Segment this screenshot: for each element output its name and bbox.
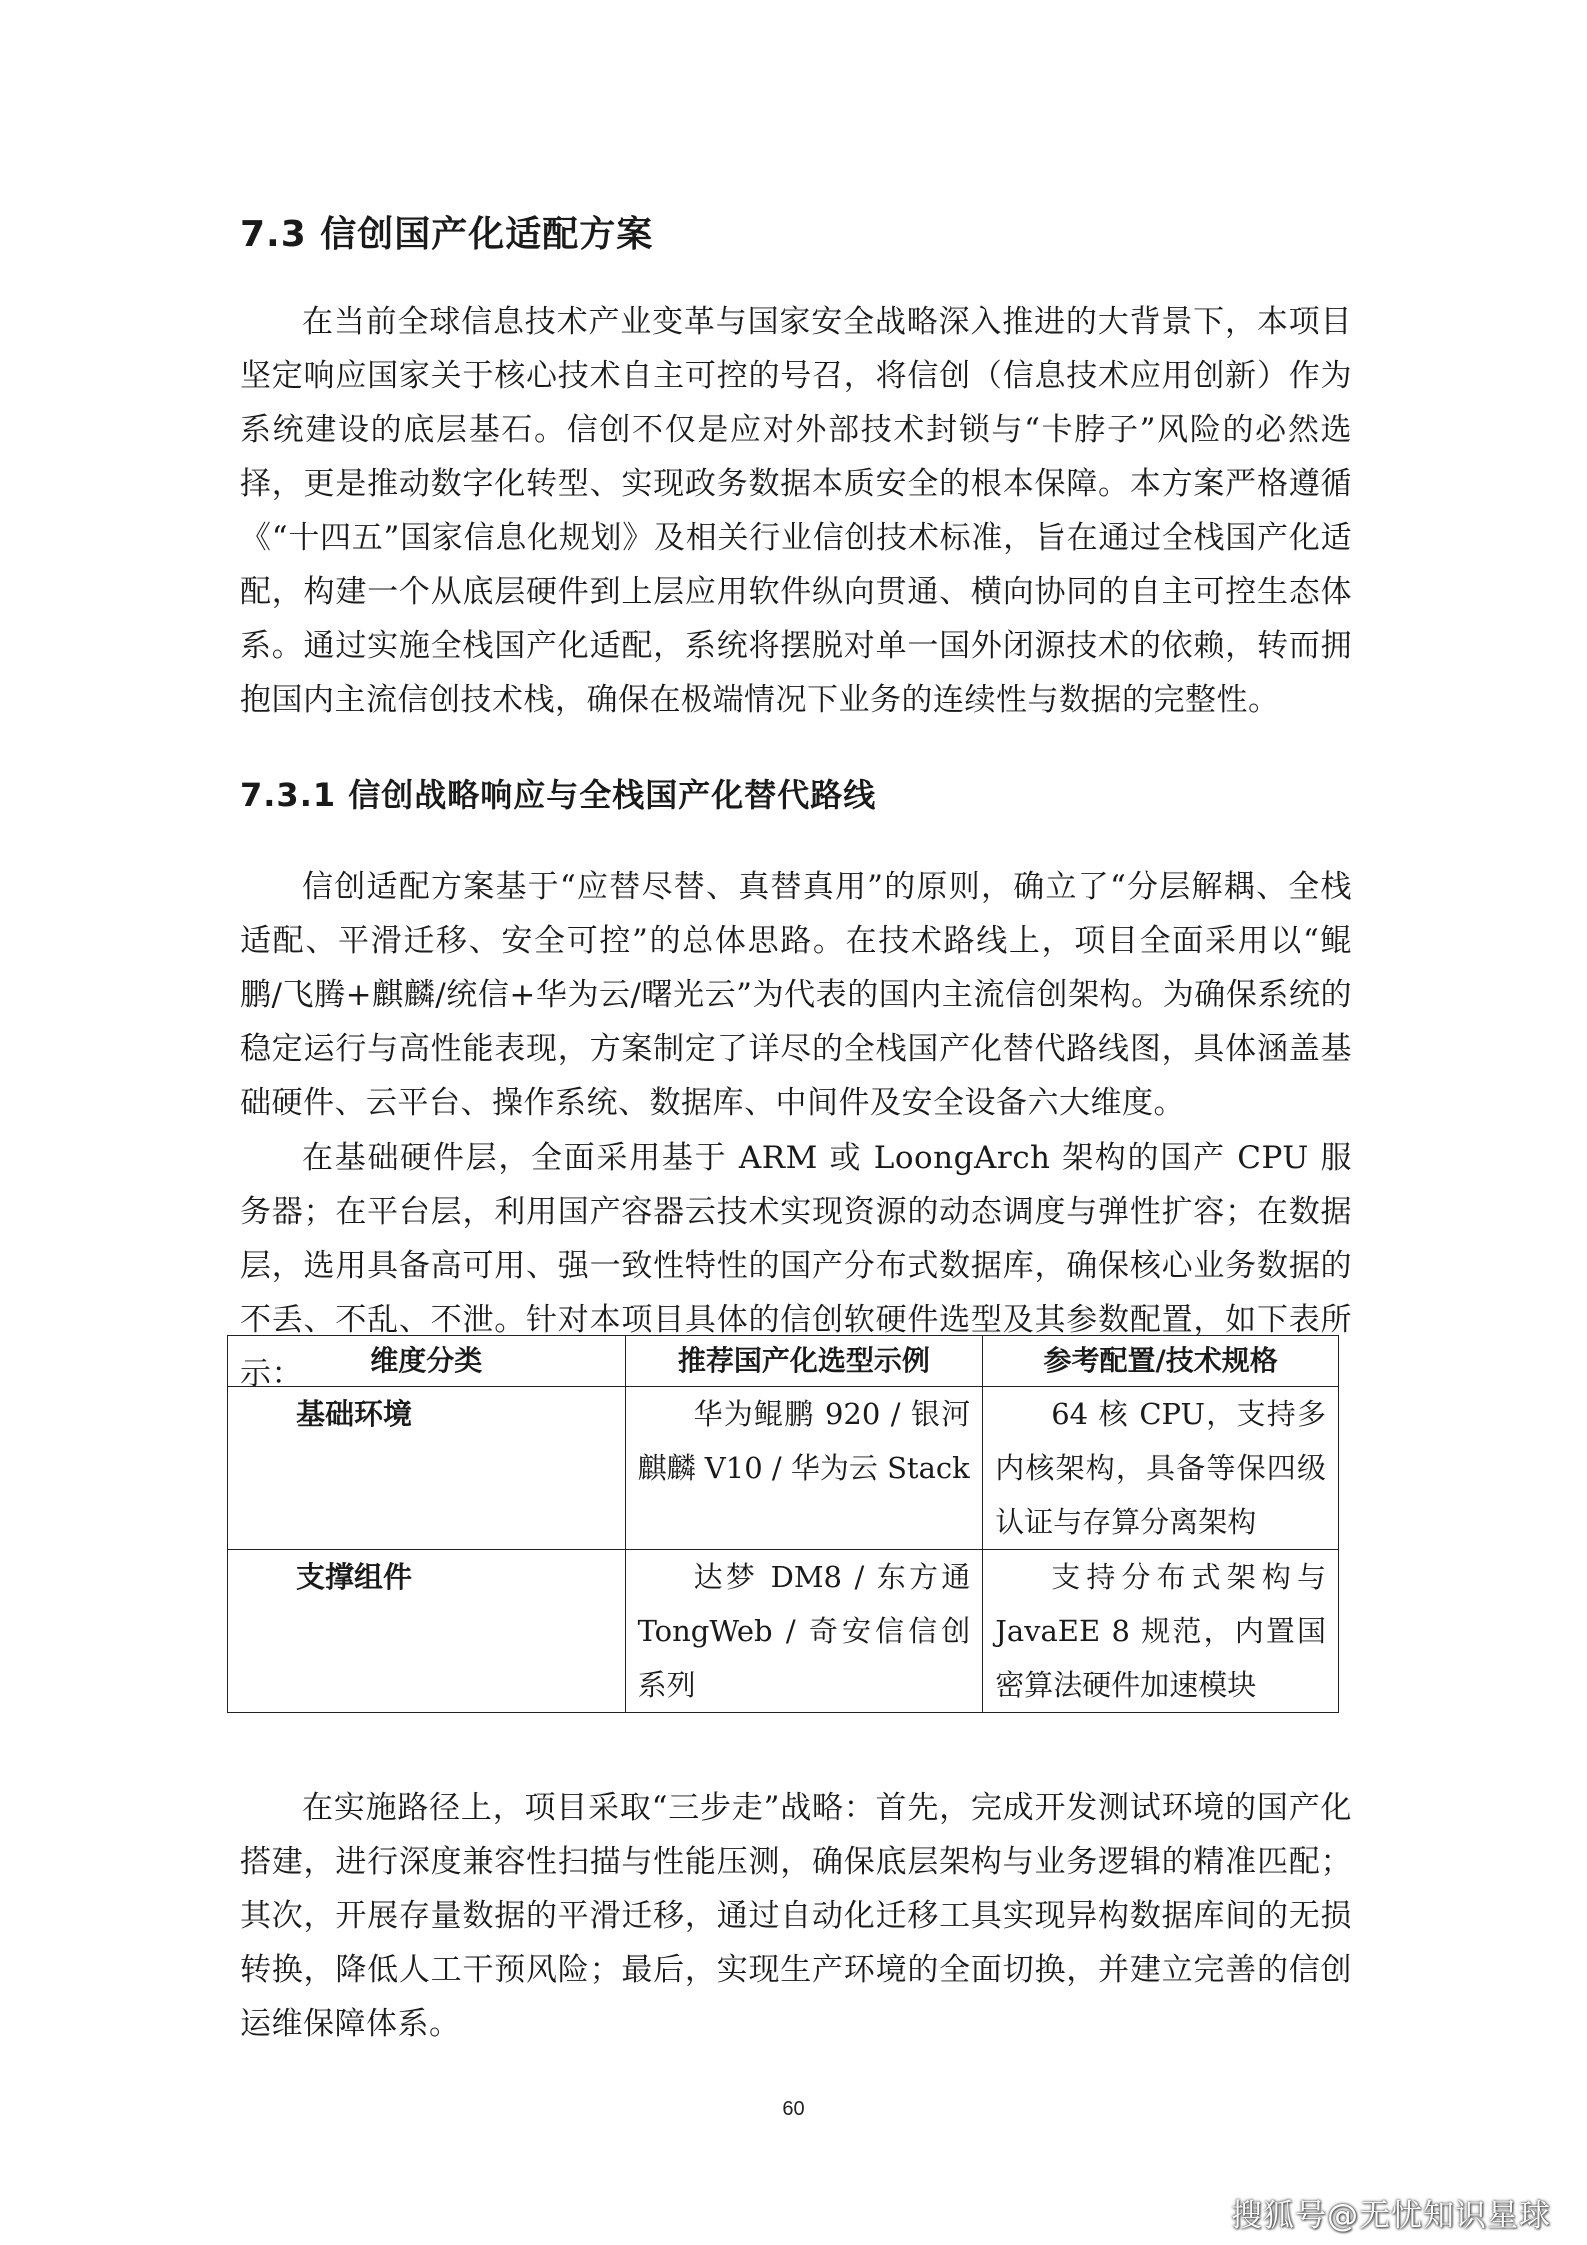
subsection-paragraph-3: 在实施路径上，项目采取“三步走”战略：首先，完成开发测试环境的国产化搭建，进行深度兼容性扫描与性能压测，确保底层架构与业务逻辑的精准匹配；其次，开展存量数据的平滑迁移，通过自动化迁移工具实现异构数据库间的无损转换，降低人工干预风险；最后，实现生产环境的全面切换，并建立完善的信创运维保障体系。: [240, 1790, 1352, 2042]
table-header-cell: 参考配置/技术规格: [983, 1336, 1339, 1387]
table-cell-dimension: 基础环境: [228, 1387, 626, 1550]
watermark-text: 搜狐号@无忧知识星球: [1231, 2198, 1551, 2234]
table-row: [228, 1387, 1339, 1550]
section-intro-paragraph: 在当前全球信息技术产业变革与国家安全战略深入推进的大背景下，本项目坚定响应国家关于核心技术自主可控的号召，将信创（信息技术应用创新）作为系统建设的底层基石。信创不仅是应对外部技术封锁与“卡脖子”风险的必然选择，更是推动数字化转型、实现政务数据本质安全的根本保障。本方案严格遵循《“十四五”国家信息化规划》及相关行业信创技术标准，旨在通过全栈国产化适配，构建一个从底层硬件到上层应用软件纵向贯通、横向协同的自主可控生态体系。通过实施全栈国产化适配，系统将摆脱对单一国外闭源技术的依赖，转而拥抱国内主流信创技术栈，确保在极端情况下业务的连续性与数据的完整性。: [240, 304, 1352, 718]
table-cell-config: 64 核 CPU，支持多内核架构，具备等保四级认证与存算分离架构: [983, 1387, 1339, 1550]
subsection-paragraph-2: 在基础硬件层，全面采用基于 ARM 或 LoongArch 架构的国产 CPU 服务器；在平台层，利用国产容器云技术实现资源的动态调度与弹性扩容；在数据层，选用具备高可用、强一致性特性的国产分布式数据库，确保核心业务数据的不丢、不乱、不泄。针对本项目具体的信创软硬件选型及其参数配置，如下表所示：: [240, 1140, 1352, 1392]
table-header-row: [228, 1336, 1339, 1387]
table-cell-dimension: 支撑组件: [228, 1550, 626, 1713]
table-cell-model: 达梦 DM8 / 东方通 TongWeb / 奇安信信创系列: [625, 1550, 983, 1713]
subsection-title: 7.3.1 信创战略响应与全栈国产化替代路线: [240, 776, 877, 814]
table-header-cell: 推荐国产化选型示例: [625, 1336, 983, 1387]
table-cell-model: 华为鲲鹏 920 / 银河麒麟 V10 / 华为云 Stack: [625, 1387, 983, 1550]
page-number: 60: [782, 2098, 805, 2120]
table-row: [228, 1550, 1339, 1713]
table-header-cell: 维度分类: [228, 1336, 626, 1387]
section-title: 7.3 信创国产化适配方案: [240, 214, 654, 255]
subsection-paragraph-1: 信创适配方案基于“应替尽替、真替真用”的原则，确立了“分层解耦、全栈适配、平滑迁移、安全可控”的总体思路。在技术路线上，项目全面采用以“鲲鹏/飞腾+麒麟/统信+华为云/曙光云”为代表的国内主流信创架构。为确保系统的稳定运行与高性能表现，方案制定了详尽的全栈国产化替代路线图，具体涵盖基础硬件、云平台、操作系统、数据库、中间件及安全设备六大维度。: [240, 869, 1352, 1121]
spec-table: [227, 1335, 1339, 1713]
table-cell-config: 支持分布式架构与 JavaEE 8 规范，内置国密算法硬件加速模块: [983, 1550, 1339, 1713]
